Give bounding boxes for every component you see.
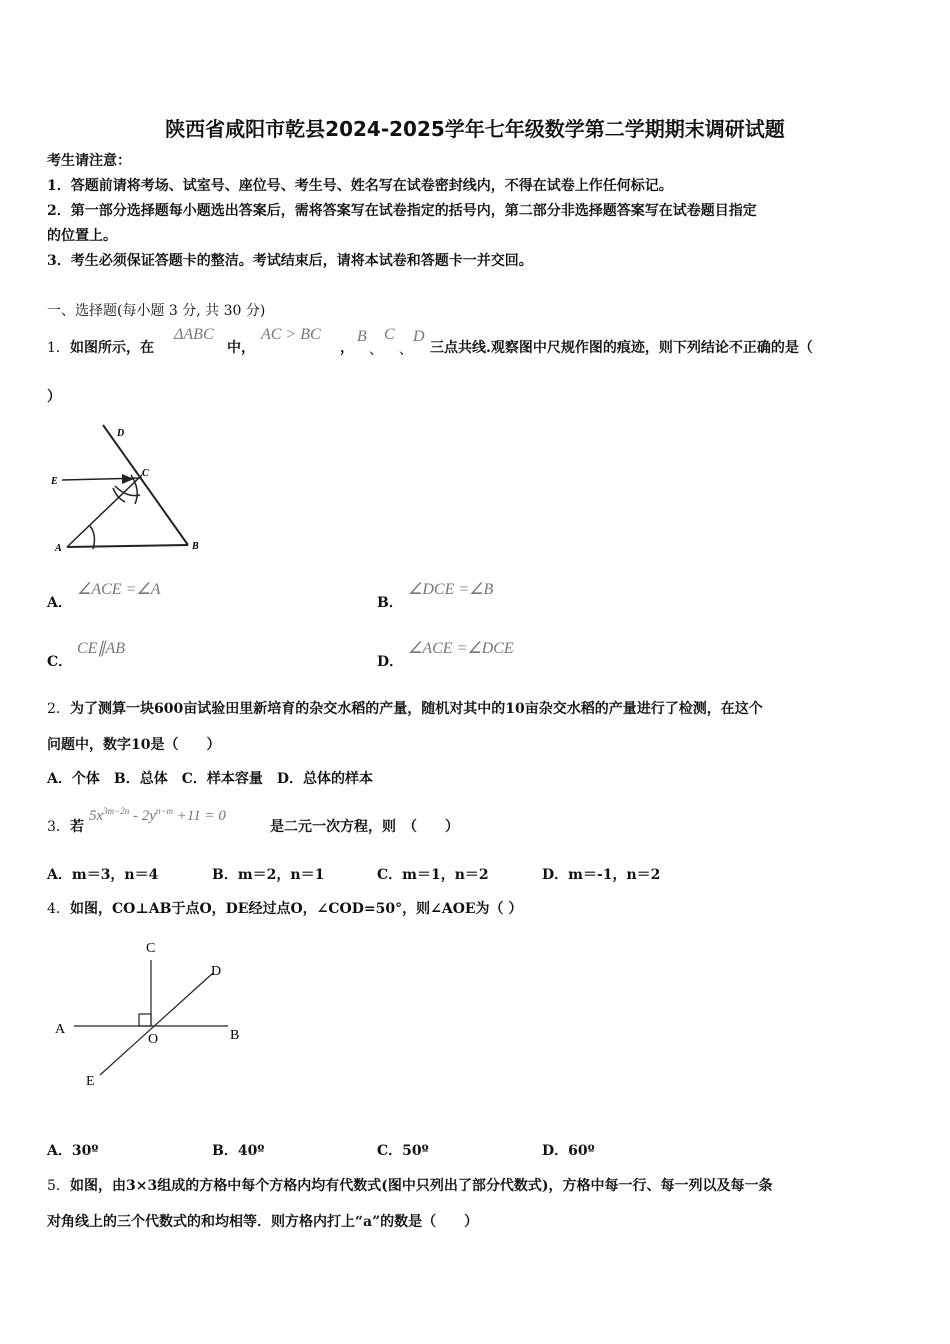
q3-option-d: D．m＝-1，n＝2 bbox=[542, 867, 661, 883]
q2-text: 问题中，数字10是（ ） bbox=[47, 737, 221, 753]
q1-option-d-label: D． bbox=[377, 654, 404, 670]
q4-text: 如图，CO⊥AB于点O，DE经过点O，∠COD=50°，则∠AOE为（ ） bbox=[70, 901, 523, 917]
q1-math-point-c: C bbox=[384, 326, 395, 343]
notice-item: 1．答题前请将考场、试室号、座位号、考生号、姓名写在试卷密封线内，不得在试卷上作任何标记。 bbox=[47, 178, 673, 194]
label-a: A bbox=[55, 1022, 66, 1037]
q1-option-a-label: A． bbox=[47, 595, 72, 611]
q1-text: 如图所示，在 bbox=[70, 340, 154, 356]
label-a: A bbox=[55, 543, 62, 554]
q3-text: 是二元一次方程，则 （ ） bbox=[270, 819, 459, 835]
q1-text: ， bbox=[340, 340, 354, 356]
q4-option-b: B．40º bbox=[212, 1143, 265, 1159]
label-e: E bbox=[86, 1074, 95, 1089]
arc-at-a bbox=[90, 526, 94, 549]
label-d: D bbox=[117, 428, 125, 439]
label-b: B bbox=[230, 1028, 240, 1043]
q3-option-a: A．m＝3，n＝4 bbox=[47, 867, 159, 883]
q2-text: 为了测算一块600亩试验田里新培育的杂交水稻的产量，随机对其中的10亩杂交水稻的产量进行了检测，在这个 bbox=[70, 701, 763, 717]
line-de bbox=[100, 973, 213, 1075]
notice-item: 3．考生必须保证答题卡的整洁。考试结束后，请将本试卷和答题卡一并交回。 bbox=[47, 253, 533, 269]
q3-option-b: B．m＝2，n＝1 bbox=[212, 867, 325, 883]
q5-text: 对角线上的三个代数式的和均相等．则方格内打上“a”的数是（ ） bbox=[47, 1214, 479, 1230]
q3-option-c: C．m＝1，n＝2 bbox=[377, 867, 489, 883]
q3-equation: $5x^{3m-2n} - 2y^{n-m} +11 = 0$ bbox=[89, 806, 226, 824]
label-e: E bbox=[51, 476, 58, 487]
q1-option-d-math: ∠ACE =∠DCE bbox=[408, 640, 514, 657]
q4-option-a: A．30º bbox=[47, 1143, 99, 1159]
q1-option-c-math: CE∥AB bbox=[77, 640, 125, 657]
q3-number: 3． bbox=[47, 819, 70, 835]
q1-math-point-d: D bbox=[413, 328, 425, 345]
label-c: C bbox=[146, 941, 156, 956]
q1-close-paren: ） bbox=[47, 389, 61, 405]
q1-math-triangle: ΔABC bbox=[174, 326, 214, 343]
q5-number: 5． bbox=[47, 1178, 70, 1194]
q4-option-c: C．50º bbox=[377, 1143, 429, 1159]
q2-options: A．个体 B．总体 C．样本容量 D．总体的样本 bbox=[47, 771, 373, 787]
line-ac bbox=[67, 475, 142, 547]
label-c: C bbox=[142, 468, 149, 479]
line-dc-b bbox=[103, 425, 188, 545]
q4-number: 4． bbox=[47, 901, 70, 917]
notice-item: 的位置上。 bbox=[47, 228, 117, 244]
notice-heading: 考生请注意： bbox=[47, 153, 131, 169]
q4-figure bbox=[50, 935, 250, 1095]
q1-option-a-math: ∠ACE =∠A bbox=[77, 581, 161, 598]
q4-option-d: D．60º bbox=[542, 1143, 595, 1159]
q1-separator: 、 bbox=[399, 342, 413, 358]
q1-number: 1． bbox=[47, 340, 70, 356]
q1-math-inequality: AC > BC bbox=[261, 326, 321, 343]
notice-item: 2．第一部分选择题每小题选出答案后，需将答案写在试卷指定的括号内，第二部分非选择题答案写在试卷题目指定 bbox=[47, 203, 757, 219]
q1-figure bbox=[45, 418, 215, 558]
q5-text: 如图，由3×3组成的方格中每个方格内均有代数式(图中只列出了部分代数式)，方格中每一行、每一列以及每一条 bbox=[70, 1178, 773, 1194]
section-heading: 一、选择题(每小题 3 分, 共 30 分) bbox=[47, 303, 266, 319]
page-title: 陕西省咸阳市乾县2024-2025学年七年级数学第二学期期末调研试题 bbox=[165, 117, 785, 141]
q1-option-b-label: B． bbox=[377, 595, 403, 611]
q1-math-point-b: B bbox=[357, 328, 367, 345]
label-b: B bbox=[192, 541, 199, 552]
q1-separator: 、 bbox=[369, 342, 383, 358]
label-o: O bbox=[148, 1032, 159, 1047]
q1-text: 中， bbox=[227, 340, 255, 356]
q3-text: 若 bbox=[70, 819, 84, 835]
q2-number: 2． bbox=[47, 701, 70, 717]
q1-text: 三点共线.观察图中尺规作图的痕迹，则下列结论不正确的是（ bbox=[430, 340, 813, 356]
q1-option-b-math: ∠DCE =∠B bbox=[408, 581, 494, 598]
label-d: D bbox=[211, 964, 222, 979]
right-angle-mark bbox=[139, 1014, 151, 1026]
line-ab bbox=[67, 545, 188, 547]
q1-option-c-label: C． bbox=[47, 654, 73, 670]
